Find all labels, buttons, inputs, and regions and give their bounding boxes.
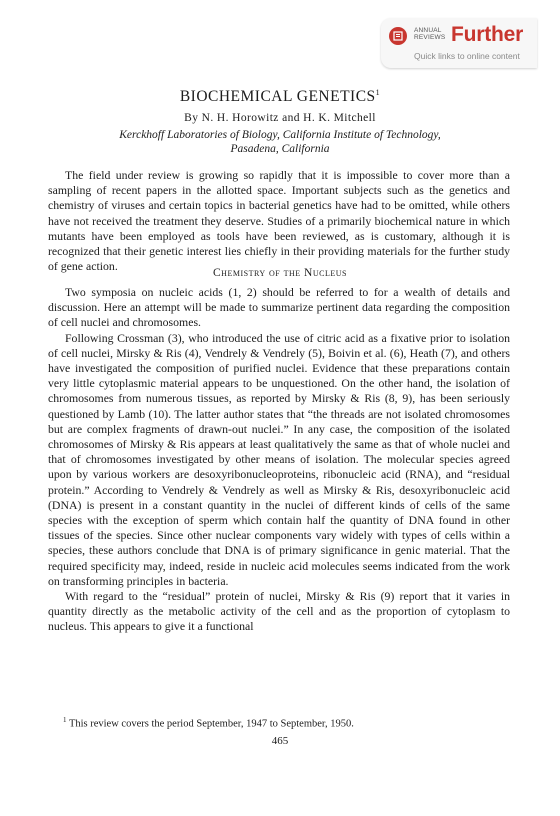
further-subtitle: Quick links to online content: [414, 51, 520, 61]
annual-reviews-logo-icon: [389, 27, 407, 45]
footnote-mark: 1: [63, 716, 67, 724]
section-body: [48, 285, 510, 635]
footnote: $^1$ This review covers the period September, 1947 to September, 1950.: [63, 716, 354, 730]
article-title: BIOCHEMICAL GENETICS$^1$: [179, 88, 381, 106]
article-affiliation: Kerckhoff Laboratories of Biology, California Institute of Technology, Pasadena, California: [119, 129, 441, 155]
article-authors: By N. H. Horowitz and H. K. Mitchell: [184, 112, 376, 124]
annual-reviews-wordmark: ANNUAL REVIEWS: [414, 27, 446, 41]
further-label: Further: [451, 23, 524, 46]
title-footnote-mark: 1: [375, 88, 381, 97]
body-paragraph: Following Crossman (3), who introduced the use of citric acid as a fixative prior to isolation of cell nuclei, Mirsky & Ris (4), Vendrely & Vendrely (5), Boivin et al. (6), Heath (7), and others have investigated the composition of purified nuclei. Evidence that these preparations contain very little cytoplasmic material appears to be unquestioned. On the other hand, the isolation of chromosomes from numerous tissues, as reported by Mirsky & Ris (8, 9), has been seriously questioned by Lamb (10). The latter author states that “the threads are not isolated chromosomes but are complex fragments of drawn-out nuclei.” In any case, the composition of the isolated chromosomes of Mirsky & Ris appears at least qualitatively the same as that of whole nuclei and that of chromosomes investigated by other means of isolation. The molecular species agreed upon by various workers are desoxyribonucleoproteins, ribonucleic acid (RNA), and “residual protein.” According to Vendrely & Vendrely as well as Mirsky & Ris, desoxyribonucleic acid (DNA) is present in a constant quantity in the nuclei of different kinds of cells of the same species with the exception of sperm which contain half the quantity of DNA found in other tissues of the species. Since other nuclear components vary widely with types of cells within a species, these authors conclude that DNA is of primary significance in genic material. That the required specificity may, indeed, reside in nucleic acid molecules seems indicated from the work on transforming principles in bacteria.: [48, 330, 510, 588]
body-paragraph: Two symposia on nucleic acids (1, 2) should be referred to for a wealth of details and discussion. Here an attempt will be made to summarize pertinent data regarding the composition of cell nuclei and chromosomes.: [48, 285, 510, 330]
further-links-badge[interactable]: [381, 18, 537, 68]
intro-paragraph: The field under review is growing so rapidly that it is impossible to cover more than a sampling of recent papers in the allotted space. Important subjects such as the genetics and chemistry of viruses and certain topics in bacterial genetics have had to be omitted, while others have not received the treatment they deserve. Studies of a primarily biochemical nature in which mutants have been employed as tools have been reviewed, as is customary, although it is recognized that their genetic interest lies chiefly in their providing materials for the further study of gene action.: [48, 168, 510, 274]
page-number: 465: [271, 735, 289, 747]
section-heading: Chemistry of the Nucleus: [213, 267, 347, 279]
body-paragraph: With regard to the “residual” protein of nuclei, Mirsky & Ris (9) report that it varies in quantity directly as the metabolic activity of the cell and as the proportion of cytoplasm to nucleus. This appears to give it a functional: [48, 589, 510, 634]
intro-section: [48, 168, 510, 274]
